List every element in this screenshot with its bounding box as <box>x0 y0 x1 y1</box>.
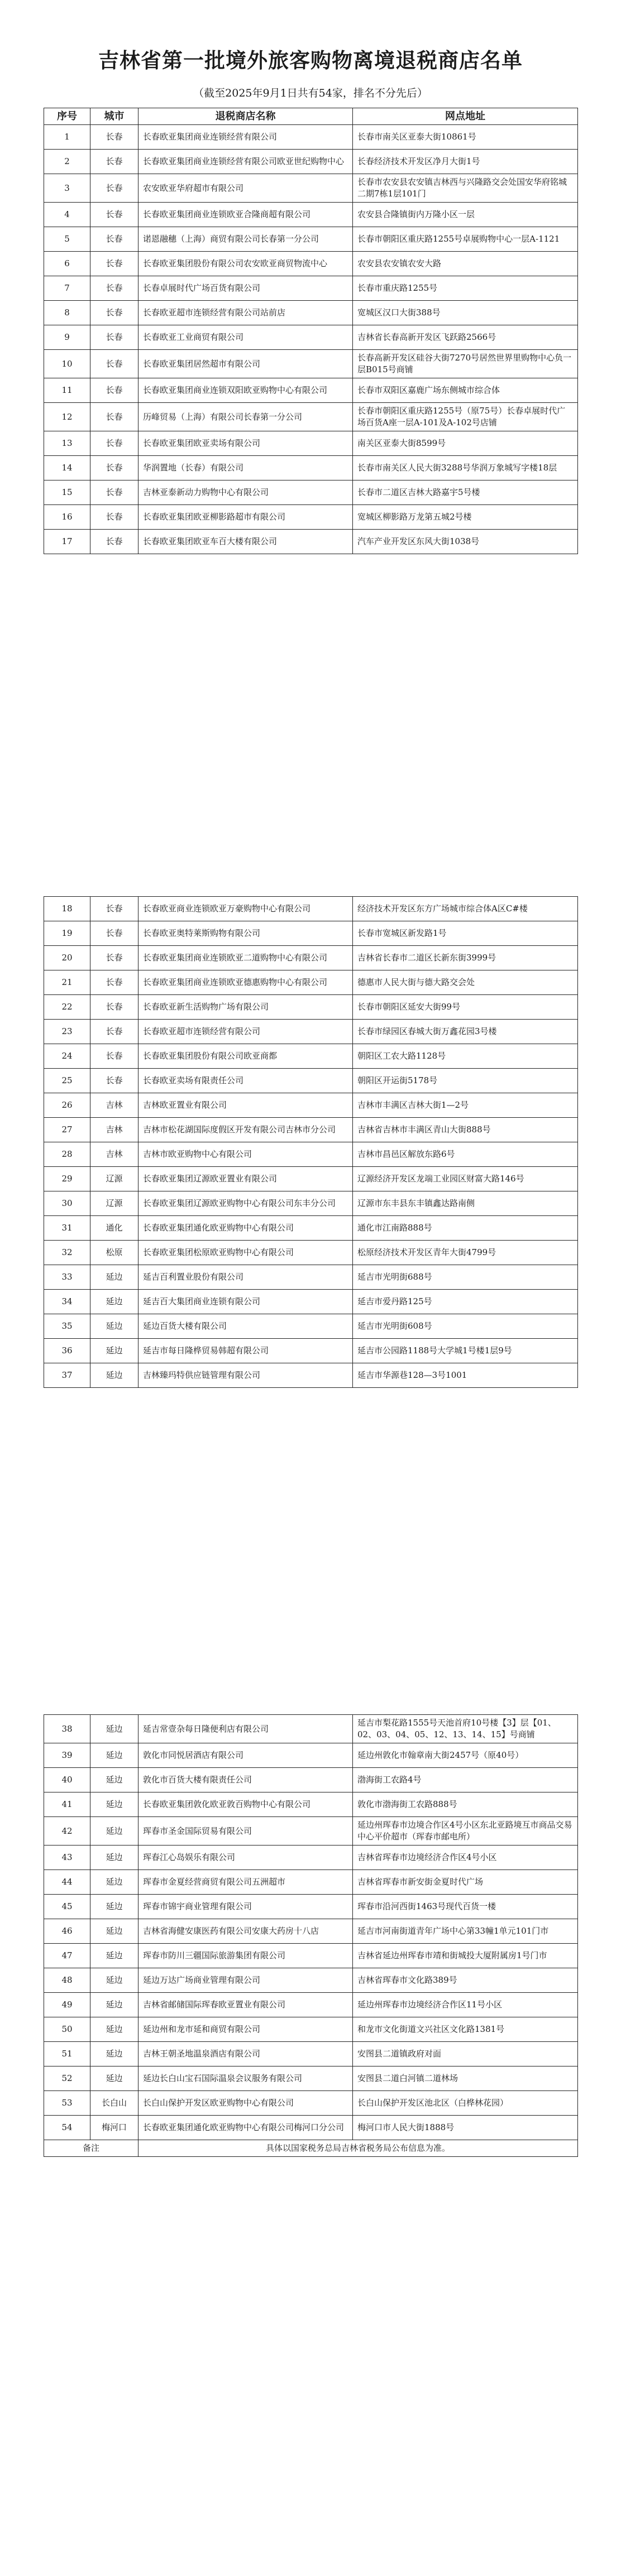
row-city: 长春 <box>90 403 138 431</box>
row-number: 39 <box>44 1743 90 1768</box>
row-address: 通化市江南路888号 <box>353 1216 578 1241</box>
row-number: 12 <box>44 403 90 431</box>
row-address: 延吉市光明街608号 <box>353 1314 578 1339</box>
row-address: 汽车产业开发区东风大街1038号 <box>353 530 578 554</box>
row-address: 长白山保护开发区池北区（白桦林花园） <box>353 2091 578 2116</box>
row-city: 延边 <box>90 1993 138 2017</box>
row-number: 22 <box>44 995 90 1020</box>
row-number: 11 <box>44 378 90 403</box>
row-city: 延边 <box>90 1290 138 1314</box>
table-row <box>44 1167 578 1191</box>
row-address: 长春高新开发区硅谷大街7270号居然世界里购物中心负一层B015号商铺 <box>353 350 578 378</box>
row-city: 长春 <box>90 505 138 530</box>
row-address: 延吉市梨花路1555号天池首府10号楼【3】层【01、02、03、04、05、12、13、14、15】号商铺 <box>353 1715 578 1743</box>
table-row <box>44 301 578 325</box>
row-city: 长春 <box>90 897 138 921</box>
row-number: 18 <box>44 897 90 921</box>
note-text: 具体以国家税务总局吉林省税务局公布信息为准。 <box>138 2140 578 2157</box>
row-address: 延吉市光明街688号 <box>353 1265 578 1290</box>
row-address: 长春经济技术开发区净月大街1号 <box>353 150 578 174</box>
row-store-name: 珲春市圣金国际贸易有限公司 <box>138 1817 353 1846</box>
table-row <box>44 921 578 946</box>
row-city: 长春 <box>90 456 138 480</box>
row-city: 长春 <box>90 921 138 946</box>
row-address: 朝阳区开运街5178号 <box>353 1069 578 1093</box>
row-address: 吉林省延边州珲春市靖和街城投大厦附属房1号门市 <box>353 1944 578 1968</box>
row-number: 44 <box>44 1870 90 1895</box>
row-city: 长春 <box>90 431 138 456</box>
row-number: 24 <box>44 1044 90 1069</box>
row-address: 经济技术开发区东方广场城市综合体A区C#楼 <box>353 897 578 921</box>
note-label: 备注 <box>44 2140 138 2157</box>
table-row <box>44 1020 578 1044</box>
row-store-name: 吉林市松花湖国际度假区开发有限公司吉林市分公司 <box>138 1118 353 1142</box>
row-address: 朝阳区工农大路1128号 <box>353 1044 578 1069</box>
row-address: 农安县合隆镇街内万隆小区一层 <box>353 203 578 227</box>
row-city: 延边 <box>90 1715 138 1743</box>
row-store-name: 长春欧亚集团通化欧亚购物中心有限公司梅河口分公司 <box>138 2116 353 2140</box>
row-address: 和龙市文化街道文兴社区文化路1381号 <box>353 2017 578 2042</box>
table-row <box>44 1142 578 1167</box>
table-row <box>44 2066 578 2091</box>
row-city: 长春 <box>90 995 138 1020</box>
table-row <box>44 1216 578 1241</box>
row-number: 10 <box>44 350 90 378</box>
row-store-name: 长春欧亚集团商业连锁欧亚合隆商超有限公司 <box>138 203 353 227</box>
row-number: 50 <box>44 2017 90 2042</box>
row-city: 长春 <box>90 1020 138 1044</box>
page-subtitle: （截至2025年9月1日共有54家，排名不分先后） <box>193 87 428 99</box>
row-store-name: 长春欧亚新生活购物广场有限公司 <box>138 995 353 1020</box>
row-store-name: 敦化市同悦居酒店有限公司 <box>138 1743 353 1768</box>
table-row <box>44 505 578 530</box>
row-number: 49 <box>44 1993 90 2017</box>
row-store-name: 长春欧亚商业连锁欧亚万豪购物中心有限公司 <box>138 897 353 921</box>
table-row <box>44 1118 578 1142</box>
row-number: 27 <box>44 1118 90 1142</box>
row-address: 长春市朝阳区延安大街99号 <box>353 995 578 1020</box>
row-address: 吉林省长春高新开发区飞跃路2566号 <box>353 325 578 350</box>
row-store-name: 延边百货大楼有限公司 <box>138 1314 353 1339</box>
row-number: 40 <box>44 1768 90 1792</box>
table-row <box>44 1314 578 1339</box>
row-number: 8 <box>44 301 90 325</box>
row-store-name: 延边长白山宝石国际温泉会议服务有限公司 <box>138 2066 353 2091</box>
row-store-name: 吉林欧亚置业有限公司 <box>138 1093 353 1118</box>
row-address: 吉林省珲春市新安街金夏时代广场 <box>353 1870 578 1895</box>
row-address: 延边州珲春市边境合作区4号小区东北亚路境互市商品交易中心平价超市（珲春市邮电所） <box>353 1817 578 1846</box>
table-row <box>44 1743 578 1768</box>
row-store-name: 珲春市锦宇商业管理有限公司 <box>138 1895 353 1919</box>
row-address: 吉林省珲春市文化路389号 <box>353 1968 578 1993</box>
row-number: 43 <box>44 1846 90 1870</box>
row-city: 长春 <box>90 480 138 505</box>
row-address: 松原经济技术开发区青年大街4799号 <box>353 1241 578 1265</box>
row-city: 吉林 <box>90 1093 138 1118</box>
row-address: 长春市南关区人民大街3288号华润万象城写字楼18层 <box>353 456 578 480</box>
row-address: 长春市绿园区春城大街万鑫花园3号楼 <box>353 1020 578 1044</box>
row-city: 长春 <box>90 276 138 301</box>
row-number: 47 <box>44 1944 90 1968</box>
table-row <box>44 2091 578 2116</box>
table-row <box>44 1241 578 1265</box>
row-city: 吉林 <box>90 1142 138 1167</box>
row-city: 延边 <box>90 1968 138 1993</box>
row-address: 长春市朝阳区重庆路1255号卓展购物中心一层A-1121 <box>353 227 578 252</box>
table-row <box>44 125 578 150</box>
table-row <box>44 350 578 378</box>
row-address: 吉林省长春市二道区长新东街3999号 <box>353 946 578 970</box>
row-city: 延边 <box>90 2017 138 2042</box>
row-store-name: 吉林亚泰新动力购物中心有限公司 <box>138 480 353 505</box>
row-number: 15 <box>44 480 90 505</box>
row-store-name: 长白山保护开发区欧亚购物中心有限公司 <box>138 2091 353 2116</box>
table-row <box>44 227 578 252</box>
table-row <box>44 431 578 456</box>
table-row <box>44 174 578 203</box>
row-address: 长春市重庆路1255号 <box>353 276 578 301</box>
table-row <box>44 1846 578 1870</box>
row-number: 52 <box>44 2066 90 2091</box>
row-city: 长春 <box>90 227 138 252</box>
table-row <box>44 1895 578 1919</box>
row-store-name: 长春欧亚集团商业连锁经营有限公司欧亚世纪购物中心 <box>138 150 353 174</box>
row-number: 32 <box>44 1241 90 1265</box>
table-body-part-3 <box>44 1715 578 2140</box>
row-number: 48 <box>44 1968 90 1993</box>
row-city: 长春 <box>90 252 138 276</box>
table-row <box>44 970 578 995</box>
table-row <box>44 1715 578 1743</box>
row-number: 36 <box>44 1339 90 1363</box>
row-number: 30 <box>44 1191 90 1216</box>
row-number: 38 <box>44 1715 90 1743</box>
table-row <box>44 2042 578 2066</box>
row-number: 4 <box>44 203 90 227</box>
table-row <box>44 480 578 505</box>
row-city: 长春 <box>90 301 138 325</box>
row-store-name: 吉林王朝圣地温泉酒店有限公司 <box>138 2042 353 2066</box>
row-store-name: 延吉百利置业股份有限公司 <box>138 1265 353 1290</box>
store-table-part-3 <box>44 1714 578 2157</box>
table-row <box>44 456 578 480</box>
table-row <box>44 1792 578 1817</box>
table-row <box>44 1870 578 1895</box>
table-row <box>44 1817 578 1846</box>
row-store-name: 华润置地（长春）有限公司 <box>138 456 353 480</box>
row-number: 29 <box>44 1167 90 1191</box>
row-address: 辽源经济开发区龙端工业园区财富大路146号 <box>353 1167 578 1191</box>
row-city: 长春 <box>90 203 138 227</box>
row-number: 37 <box>44 1363 90 1388</box>
row-store-name: 农安欧亚华府超市有限公司 <box>138 174 353 203</box>
row-store-name: 长春欧亚工业商贸有限公司 <box>138 325 353 350</box>
row-address: 延吉市公园路1188号大学城1号楼1层9号 <box>353 1339 578 1363</box>
row-store-name: 吉林臻玛特供应链管理有限公司 <box>138 1363 353 1388</box>
row-city: 延边 <box>90 1339 138 1363</box>
row-number: 31 <box>44 1216 90 1241</box>
row-address: 长春市二道区吉林大路嘉宇5号楼 <box>353 480 578 505</box>
table-row <box>44 1069 578 1093</box>
table-row <box>44 1093 578 1118</box>
row-address: 辽源市东丰县东丰镇鑫达路南侧 <box>353 1191 578 1216</box>
row-store-name: 延吉百大集团商业连锁有限公司 <box>138 1290 353 1314</box>
row-city: 延边 <box>90 1919 138 1944</box>
row-city: 延边 <box>90 1314 138 1339</box>
row-number: 5 <box>44 227 90 252</box>
row-address: 延边州珲春市边境经济合作区11号小区 <box>353 1993 578 2017</box>
header-number: 序号 <box>44 108 90 125</box>
row-number: 14 <box>44 456 90 480</box>
row-number: 51 <box>44 2042 90 2066</box>
row-address: 吉林省吉林市丰满区青山大街888号 <box>353 1118 578 1142</box>
row-store-name: 吉林市欧亚购物中心有限公司 <box>138 1142 353 1167</box>
table-header-row <box>44 108 578 125</box>
row-city: 长春 <box>90 125 138 150</box>
row-store-name: 长春欧亚集团辽源欧亚置业有限公司 <box>138 1167 353 1191</box>
row-address: 农安县农安镇农安大路 <box>353 252 578 276</box>
row-number: 53 <box>44 2091 90 2116</box>
row-store-name: 吉林省邮储国际珲春欧亚置业有限公司 <box>138 1993 353 2017</box>
row-city: 长春 <box>90 350 138 378</box>
row-number: 2 <box>44 150 90 174</box>
row-city: 延边 <box>90 1743 138 1768</box>
row-address: 德惠市人民大街与德大路交会处 <box>353 970 578 995</box>
row-city: 延边 <box>90 1895 138 1919</box>
row-store-name: 长春欧亚集团居然超市有限公司 <box>138 350 353 378</box>
row-city: 延边 <box>90 2042 138 2066</box>
table-row <box>44 1993 578 2017</box>
row-address: 长春市宽城区新发路1号 <box>353 921 578 946</box>
row-city: 辽源 <box>90 1191 138 1216</box>
row-address: 长春市朝阳区重庆路1255号（原75号）长春卓展时代广场百货A座一层A-101及A-102号店铺 <box>353 403 578 431</box>
row-city: 延边 <box>90 1792 138 1817</box>
row-city: 长春 <box>90 378 138 403</box>
row-city: 吉林 <box>90 1118 138 1142</box>
row-number: 16 <box>44 505 90 530</box>
table-row <box>44 995 578 1020</box>
row-address: 南关区亚泰大街8599号 <box>353 431 578 456</box>
table-body-part-1 <box>44 125 578 554</box>
row-number: 21 <box>44 970 90 995</box>
row-address: 珲春市沿河西街1463号现代百货一楼 <box>353 1895 578 1919</box>
row-city: 长春 <box>90 174 138 203</box>
row-number: 35 <box>44 1314 90 1339</box>
table-row <box>44 1968 578 1993</box>
row-city: 延边 <box>90 1944 138 1968</box>
row-number: 13 <box>44 431 90 456</box>
table-row <box>44 1290 578 1314</box>
row-city: 长春 <box>90 1069 138 1093</box>
row-city: 延边 <box>90 1363 138 1388</box>
row-number: 42 <box>44 1817 90 1846</box>
row-city: 延边 <box>90 2066 138 2091</box>
row-number: 41 <box>44 1792 90 1817</box>
row-address: 延边州敦化市翰章南大街2457号（原40号） <box>353 1743 578 1768</box>
table-row <box>44 1044 578 1069</box>
table-body-part-2 <box>44 897 578 1388</box>
table-row <box>44 2116 578 2140</box>
row-address: 长春市农安县农安镇吉林西与兴隆路交会处国安华府铭城二期7栋1层101门 <box>353 174 578 203</box>
row-city: 长春 <box>90 970 138 995</box>
row-store-name: 诺恩融穗（上海）商贸有限公司长春第一分公司 <box>138 227 353 252</box>
table-row <box>44 378 578 403</box>
row-city: 长春 <box>90 150 138 174</box>
table-row <box>44 1191 578 1216</box>
row-number: 54 <box>44 2116 90 2140</box>
table-row <box>44 1768 578 1792</box>
row-city: 长春 <box>90 530 138 554</box>
table-row <box>44 203 578 227</box>
row-store-name: 长春欧亚集团欧亚柳影路超市有限公司 <box>138 505 353 530</box>
row-address: 延吉市河南街道青年广场中心第33幢1单元101门市 <box>353 1919 578 1944</box>
row-store-name: 延吉常壹杂每日隆便利店有限公司 <box>138 1715 353 1743</box>
row-number: 23 <box>44 1020 90 1044</box>
row-number: 7 <box>44 276 90 301</box>
row-address: 渤海街工农路4号 <box>353 1768 578 1792</box>
row-store-name: 长春欧亚奥特莱斯购物有限公司 <box>138 921 353 946</box>
row-address: 宽城区柳影路万龙第五城2号楼 <box>353 505 578 530</box>
row-city: 延边 <box>90 1817 138 1846</box>
table-row <box>44 150 578 174</box>
row-store-name: 长春欧亚集团辽源欧亚购物中心有限公司东丰分公司 <box>138 1191 353 1216</box>
row-address: 延吉市爱丹路125号 <box>353 1290 578 1314</box>
row-city: 长白山 <box>90 2091 138 2116</box>
table-row <box>44 946 578 970</box>
row-number: 17 <box>44 530 90 554</box>
row-store-name: 长春欧亚集团股份有限公司欧亚商都 <box>138 1044 353 1069</box>
table-row <box>44 276 578 301</box>
table-row <box>44 1919 578 1944</box>
row-number: 26 <box>44 1093 90 1118</box>
row-address: 敦化市渤海街工农路888号 <box>353 1792 578 1817</box>
row-city: 长春 <box>90 1044 138 1069</box>
row-store-name: 延边州和龙市延和商贸有限公司 <box>138 2017 353 2042</box>
row-store-name: 长春欧亚超市连锁经营有限公司 <box>138 1020 353 1044</box>
store-table-part-1 <box>44 108 578 554</box>
row-store-name: 长春欧亚集团欧亚卖场有限公司 <box>138 431 353 456</box>
row-number: 46 <box>44 1919 90 1944</box>
table-row <box>44 1265 578 1290</box>
row-store-name: 长春欧亚集团敦化欧亚敦百购物中心有限公司 <box>138 1792 353 1817</box>
table-row <box>44 2017 578 2042</box>
row-store-name: 长春欧亚卖场有限责任公司 <box>138 1069 353 1093</box>
row-store-name: 珲春市金夏经营商贸有限公司五洲超市 <box>138 1870 353 1895</box>
row-number: 20 <box>44 946 90 970</box>
header-address: 网点地址 <box>353 108 578 125</box>
row-store-name: 长春欧亚集团商业连锁经营有限公司 <box>138 125 353 150</box>
row-address: 延吉市华源巷128—3号1001 <box>353 1363 578 1388</box>
row-number: 34 <box>44 1290 90 1314</box>
row-number: 9 <box>44 325 90 350</box>
row-store-name: 长春欧亚集团通化欧亚购物中心有限公司 <box>138 1216 353 1241</box>
row-store-name: 长春欧亚集团商业连锁欧亚德惠购物中心有限公司 <box>138 970 353 995</box>
note-row <box>44 2140 578 2157</box>
table-row <box>44 1363 578 1388</box>
row-number: 45 <box>44 1895 90 1919</box>
row-address: 安图县二道镇政府对面 <box>353 2042 578 2066</box>
row-address: 宽城区汉口大街388号 <box>353 301 578 325</box>
row-city: 松原 <box>90 1241 138 1265</box>
row-number: 1 <box>44 125 90 150</box>
row-store-name: 长春卓展时代广场百货有限公司 <box>138 276 353 301</box>
row-store-name: 长春欧亚集团商业连锁欧亚二道购物中心有限公司 <box>138 946 353 970</box>
row-number: 3 <box>44 174 90 203</box>
row-address: 长春市南关区亚泰大街10861号 <box>353 125 578 150</box>
row-address: 长春市双阳区嘉鹿广场东侧城市综合体 <box>353 378 578 403</box>
row-number: 28 <box>44 1142 90 1167</box>
row-store-name: 长春欧亚超市连锁经营有限公司站前店 <box>138 301 353 325</box>
row-store-name: 敦化市百货大楼有限责任公司 <box>138 1768 353 1792</box>
row-store-name: 吉林省海健安康医药有限公司安康大药房十八店 <box>138 1919 353 1944</box>
row-city: 通化 <box>90 1216 138 1241</box>
table-row <box>44 530 578 554</box>
row-address: 吉林市丰满区吉林大街1—2号 <box>353 1093 578 1118</box>
row-city: 延边 <box>90 1870 138 1895</box>
row-city: 梅河口 <box>90 2116 138 2140</box>
table-row <box>44 252 578 276</box>
row-store-name: 珲春江心岛娱乐有限公司 <box>138 1846 353 1870</box>
store-table-part-2 <box>44 896 578 1388</box>
row-city: 延边 <box>90 1768 138 1792</box>
table-row <box>44 897 578 921</box>
row-store-name: 珲春市防川三疆国际旅游集团有限公司 <box>138 1944 353 1968</box>
row-city: 长春 <box>90 946 138 970</box>
page-title: 吉林省第一批境外旅客购物离境退税商店名单 <box>98 49 523 73</box>
row-city: 辽源 <box>90 1167 138 1191</box>
table-row <box>44 1944 578 1968</box>
row-store-name: 延边万达广场商业管理有限公司 <box>138 1968 353 1993</box>
row-number: 25 <box>44 1069 90 1093</box>
header-city: 城市 <box>90 108 138 125</box>
row-city: 长春 <box>90 325 138 350</box>
row-city: 延边 <box>90 1265 138 1290</box>
row-address: 安图县二道白河镇二道林场 <box>353 2066 578 2091</box>
row-address: 吉林省珲春市边境经济合作区4号小区 <box>353 1846 578 1870</box>
row-address: 吉林市昌邑区解放东路6号 <box>353 1142 578 1167</box>
row-store-name: 长春欧亚集团欧亚车百大楼有限公司 <box>138 530 353 554</box>
table-row <box>44 403 578 431</box>
row-store-name: 历峰贸易（上海）有限公司长春第一分公司 <box>138 403 353 431</box>
row-number: 19 <box>44 921 90 946</box>
table-row <box>44 1339 578 1363</box>
row-address: 梅河口市人民大街1888号 <box>353 2116 578 2140</box>
row-store-name: 长春欧亚集团股份有限公司农安欧亚商贸物流中心 <box>138 252 353 276</box>
header-store-name: 退税商店名称 <box>138 108 353 125</box>
row-city: 延边 <box>90 1846 138 1870</box>
row-store-name: 延吉市每日隆桦贸易韩超有限公司 <box>138 1339 353 1363</box>
row-store-name: 长春欧亚集团商业连锁双阳欧亚购物中心有限公司 <box>138 378 353 403</box>
row-number: 6 <box>44 252 90 276</box>
row-number: 33 <box>44 1265 90 1290</box>
row-store-name: 长春欧亚集团松原欧亚购物中心有限公司 <box>138 1241 353 1265</box>
table-row <box>44 325 578 350</box>
